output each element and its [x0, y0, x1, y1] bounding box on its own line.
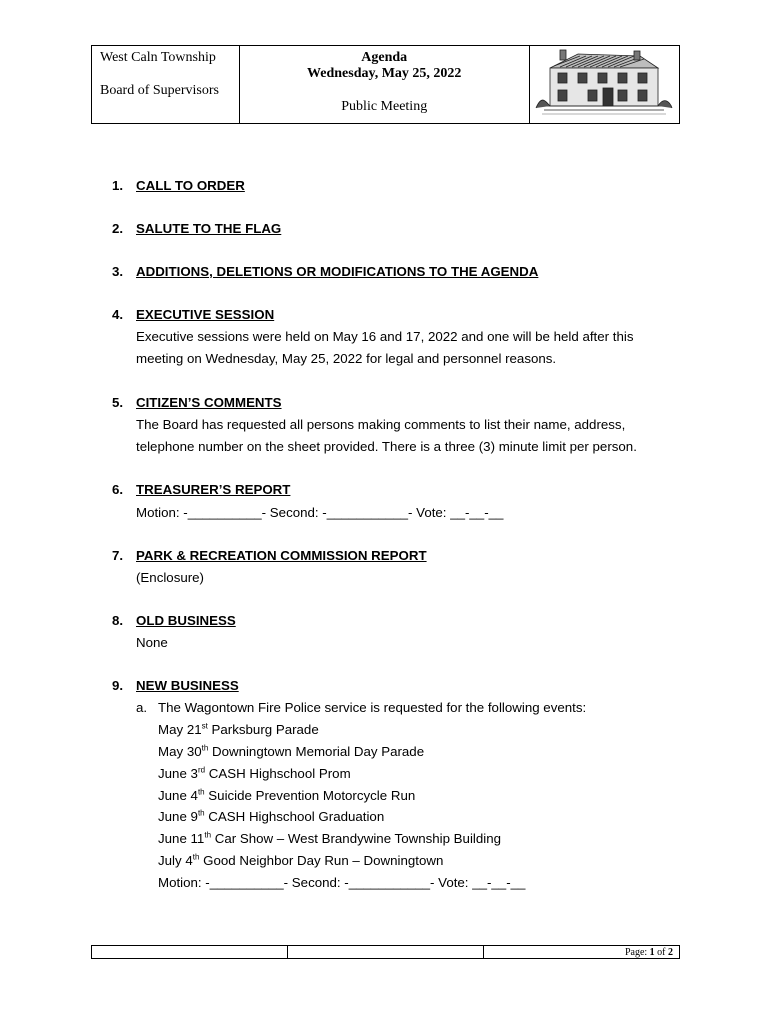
sub-item-letter: a. [136, 700, 148, 715]
item-number: 4. [112, 307, 124, 322]
event-line: June 3rd CASH Highschool Prom [158, 765, 351, 781]
item-title: TREASURER’S REPORT [136, 482, 291, 497]
event-line: June 9th CASH Highschool Graduation [158, 808, 385, 824]
footer-cell-middle [288, 946, 484, 959]
sub-item-intro: The Wagontown Fire Police service is requested for the following events: [158, 700, 587, 715]
item-number: 7. [112, 548, 124, 563]
motion-line: Motion: -__________- Second: -___________- Vote: __-__-__ [158, 875, 526, 890]
event-line: May 30th Downingtown Memorial Day Parade [158, 743, 425, 759]
item-title: ADDITIONS, DELETIONS OR MODIFICATIONS TO THE AGENDA [136, 264, 539, 279]
item-text-line: telephone number on the sheet provided. There is a three (3) minute limit per person. [136, 439, 637, 454]
item-number: 9. [112, 678, 124, 693]
item-number: 3. [112, 264, 124, 279]
event-line: June 4th Suicide Prevention Motorcycle Run [158, 787, 416, 803]
header-table [91, 45, 680, 124]
item-text-line: None [136, 635, 168, 650]
item-number: 5. [112, 395, 124, 410]
item-text-line: meeting on Wednesday, May 25, 2022 for legal and personnel reasons. [136, 351, 557, 366]
item-title: OLD BUSINESS [136, 613, 236, 628]
board-name: Board of Supervisors [100, 83, 219, 98]
item-title: PARK & RECREATION COMMISSION REPORT [136, 548, 427, 563]
item-text-line: Executive sessions were held on May 16 and 17, 2022 and one will be held after this [136, 329, 634, 344]
item-number: 8. [112, 613, 124, 628]
event-line: May 21st Parksburg Parade [158, 721, 319, 737]
event-line: June 11th Car Show – West Brandywine Township Building [158, 830, 501, 846]
item-number: 1. [112, 178, 124, 193]
page-indicator: Page: 1 of 2 [484, 946, 680, 959]
meeting-date: Wednesday, May 25, 2022 [307, 66, 462, 81]
item-text-line: The Board has requested all persons making comments to list their name, address, [136, 417, 626, 432]
doc-title: Agenda [361, 50, 408, 65]
footer-table [91, 945, 680, 959]
item-title: NEW BUSINESS [136, 678, 239, 693]
header-logo-cell [529, 46, 679, 124]
meeting-type: Public Meeting [341, 99, 428, 114]
item-title: CALL TO ORDER [136, 178, 245, 193]
house-sketch-icon [530, 46, 679, 118]
item-number: 2. [112, 221, 124, 236]
item-text-line: (Enclosure) [136, 570, 204, 585]
header-left-cell [92, 46, 240, 124]
item-number: 6. [112, 482, 124, 497]
motion-line: Motion: -__________- Second: -___________- Vote: __-__-__ [136, 505, 504, 520]
item-title: CITIZEN’S COMMENTS [136, 395, 282, 410]
event-line: July 4th Good Neighbor Day Run – Downingtown [158, 852, 444, 868]
footer-cell-left [92, 946, 288, 959]
item-title: SALUTE TO THE FLAG [136, 221, 282, 236]
township-name: West Caln Township [100, 50, 216, 65]
item-title: EXECUTIVE SESSION [136, 307, 275, 322]
header-middle-cell [239, 46, 529, 124]
